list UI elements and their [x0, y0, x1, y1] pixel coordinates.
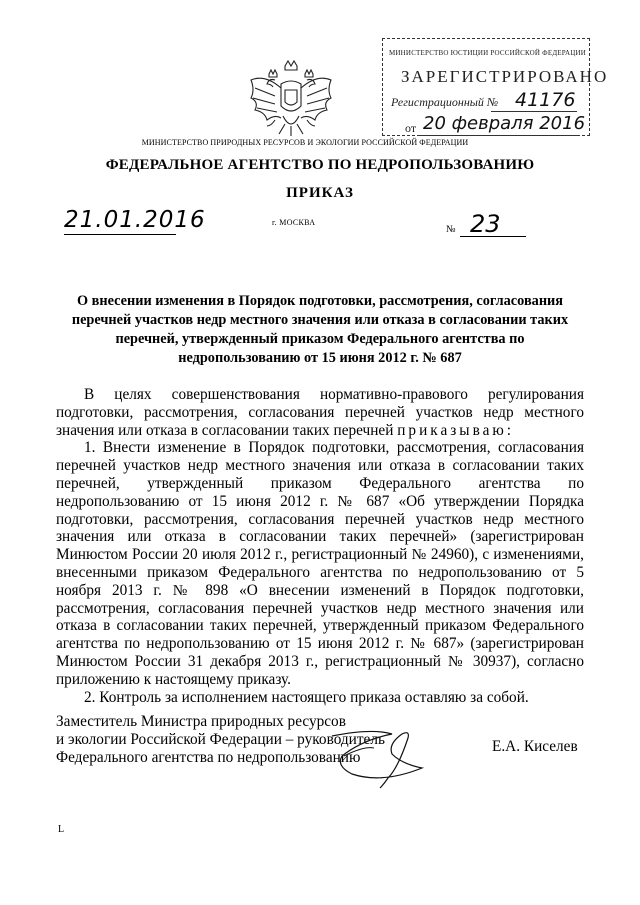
number-sign: №: [446, 224, 456, 235]
signer-line-3: Федерального агентства по недропользованию: [56, 749, 361, 766]
signer-name: Е.А. Киселев: [492, 738, 578, 755]
corner-mark: L: [58, 824, 65, 835]
stamp-ministry-text: МИНИСТЕРСТВО ЮСТИЦИИ РОССИЙСКОЙ ФЕДЕРАЦИИ: [389, 49, 586, 57]
document-type: ПРИКАЗ: [286, 185, 354, 201]
stamp-date-label: от: [405, 121, 417, 135]
number-underline: [460, 236, 526, 237]
agency-name: ФЕДЕРАЛЬНОЕ АГЕНТСТВО ПО НЕДРОПОЛЬЗОВАНИЮ: [105, 157, 535, 173]
stamp-registered-label: ЗАРЕГИСТРИРОВАНО: [401, 67, 609, 86]
registration-stamp: [382, 38, 609, 136]
city-label: г. МОСКВА: [272, 218, 316, 227]
order-date: 21.01.2016: [64, 207, 206, 233]
signer-line-2: и экологии Российской Федерации – руководитель: [56, 731, 385, 748]
document-title: О внесении изменения в Порядок подготовки, рассмотрения, согласования перечней участков недр местного значения или отказа в согласовании таких перечней, утвержденный приказом Федерального агентства по недропользованию от 15 июня 2012 г. № 687: [71, 293, 569, 366]
handwritten-signature: [330, 722, 490, 792]
order-keyword: приказываю:: [397, 421, 515, 439]
intro-text: В целях совершенствования нормативно-правового регулирования подготовки, рассмотрения, согласования перечней участков недр местного значения или отказа в согласовании таких перечней: [56, 386, 584, 439]
stamp-reg-number: 41176: [515, 89, 576, 111]
document-body: [56, 386, 584, 706]
intro-paragraph: [56, 386, 584, 439]
stamp-number-underline: [491, 111, 577, 112]
stamp-reg-number-label: Регистрационный №: [391, 95, 499, 109]
date-underline: [64, 234, 176, 235]
stamp-date: 20 февраля 2016: [423, 113, 586, 134]
coat-of-arms-emblem: [245, 58, 337, 140]
ministry-name: МИНИСТЕРСТВО ПРИРОДНЫХ РЕСУРСОВ И ЭКОЛОГИИ РОССИЙСКОЙ ФЕДЕРАЦИИ: [141, 138, 469, 147]
item-1-paragraph: 1. Внести изменение в Порядок подготовки, рассмотрения, согласования перечней участков недр местного значения или отказа в согласовании таких перечней, утвержденный приказом Федерального агентства по недропользованию от 15 июня 2012 г. № 687 «Об утверждении Порядка подготовки, рассмотрения, согласования перечней участков недр местного значения или отказа в согласовании таких перечней» (зарегистрирован Минюстом России 20 июля 2012 г., регистрационный № 24960), с изменениями, внесенными приказом Федерального агентства по недропользованию от 5 ноября 2013 г. № 898 «О внесении изменений в Порядок подготовки, рассмотрения, согласования перечней участков недр местного значения или отказа в согласовании таких перечней, утвержденный приказом Федерального агентства по недропользованию от 15 июня 2012 г. № 687» (зарегистрирован Минюстом России 31 декабря 2013 г., регистрационный № 30937), согласно приложению к настоящему приказу.: [56, 439, 584, 688]
order-number: 23: [470, 210, 501, 238]
item-2-paragraph: 2. Контроль за исполнением настоящего приказа оставляю за собой.: [84, 688, 529, 706]
stamp-date-underline: [419, 135, 579, 136]
signer-line-1: Заместитель Министра природных ресурсов: [56, 713, 346, 730]
